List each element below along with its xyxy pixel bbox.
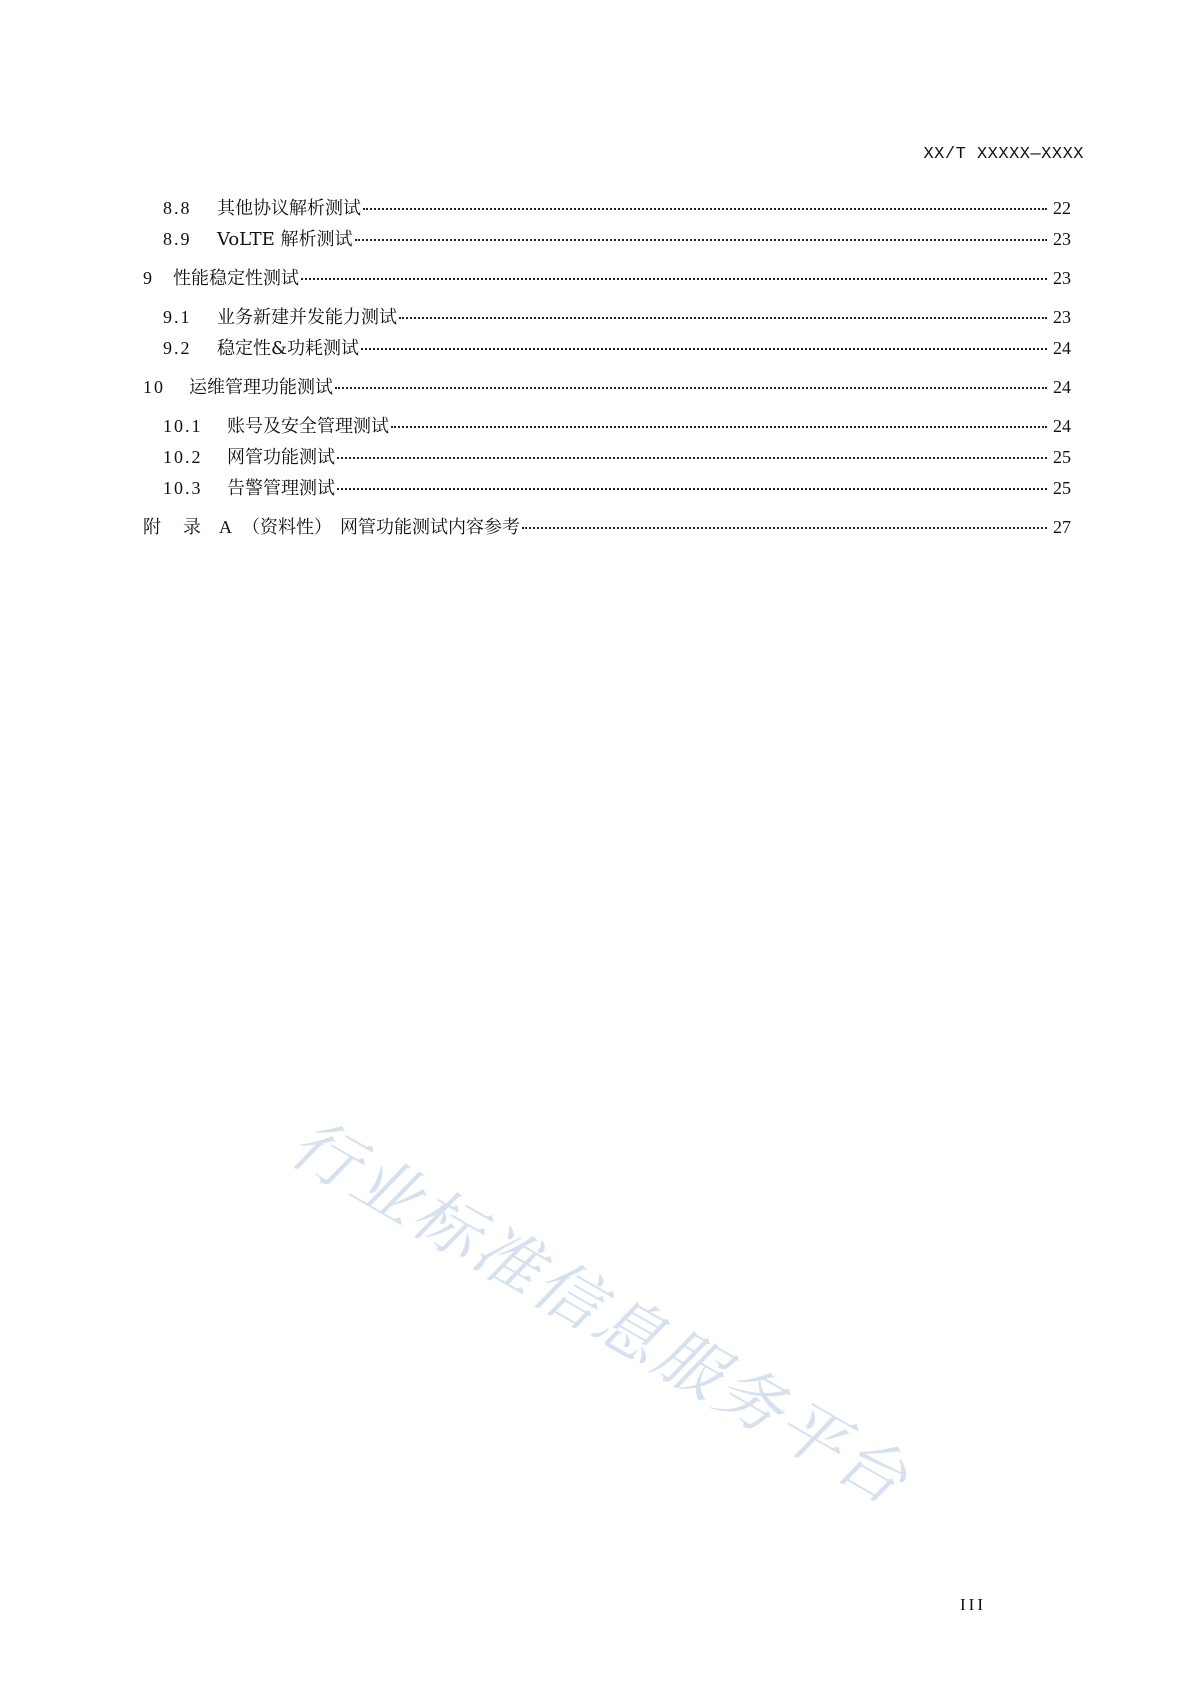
toc-entry-page: 24: [1053, 377, 1071, 397]
toc-entry-number: 8.9: [163, 229, 192, 249]
toc-entry-number: 10.1: [163, 416, 203, 436]
toc-entry-number: 9: [143, 268, 154, 288]
appendix-label: [143, 512, 340, 543]
toc-entry-title: 性能稳定性测试: [173, 268, 299, 289]
toc-entry-page: 23: [1053, 229, 1071, 249]
toc-entry-title: 运维管理功能测试: [189, 377, 333, 398]
toc-entry-page: 24: [1053, 338, 1071, 358]
toc-entry-number: 10: [143, 377, 165, 397]
toc-leader-dots: [363, 208, 1047, 210]
toc-entry-page: 25: [1053, 447, 1071, 467]
toc-entry-number: 10.3: [163, 478, 203, 498]
appendix-label-char-2: 录: [183, 517, 201, 538]
toc-leader-dots: [522, 527, 1047, 529]
toc-entry-page: 23: [1053, 307, 1071, 327]
toc-entry-title: 告警管理测试: [227, 478, 335, 499]
toc-leader-dots: [399, 317, 1047, 319]
toc-entry-page: 23: [1053, 268, 1071, 288]
toc-entry[interactable]: [143, 263, 1071, 294]
toc-leader-dots: [337, 457, 1047, 459]
toc-leader-dots: [361, 348, 1047, 350]
appendix-label-char-1: 附: [143, 517, 161, 538]
toc-entry-page: 27: [1053, 517, 1071, 537]
toc-entry-number: 8.8: [163, 198, 192, 218]
toc-entry[interactable]: [143, 372, 1071, 403]
document-code: XX/T XXXXX—XXXX: [923, 145, 1084, 164]
toc-entry-title: 稳定性&功耗测试: [217, 338, 360, 359]
toc-leader-dots: [301, 278, 1047, 280]
appendix-letter: A: [219, 517, 232, 537]
toc-entry-title: 业务新建并发能力测试: [217, 307, 397, 328]
toc-entry-number: 9.1: [163, 307, 192, 327]
toc-entry-title: 其他协议解析测试: [217, 198, 361, 219]
toc-entry-title: 网管功能测试: [227, 447, 335, 468]
toc-entry[interactable]: [143, 224, 1071, 255]
toc-leader-dots: [391, 426, 1047, 428]
toc-entry-number: 9.2: [163, 338, 192, 358]
toc-entry-appendix[interactable]: [143, 512, 1071, 543]
appendix-type: （资料性）: [242, 517, 332, 538]
appendix-title: 网管功能测试内容参考: [340, 517, 520, 538]
page-number: III: [960, 1595, 986, 1614]
toc-entry[interactable]: [143, 193, 1071, 224]
toc-entry[interactable]: [143, 442, 1071, 473]
toc-leader-dots: [355, 239, 1047, 241]
toc-entry-page: 22: [1053, 198, 1071, 218]
toc-entry-page: 24: [1053, 416, 1071, 436]
toc-entry[interactable]: [143, 473, 1071, 504]
watermark: 行业标准信息服务平台: [277, 1104, 923, 1522]
toc-entry[interactable]: [143, 302, 1071, 333]
toc-entry-page: 25: [1053, 478, 1071, 498]
toc-entry[interactable]: [143, 333, 1071, 364]
toc-entry[interactable]: [143, 411, 1071, 442]
toc-entry-number: 10.2: [163, 447, 203, 467]
toc-entry-title: 账号及安全管理测试: [227, 416, 389, 437]
table-of-contents: [143, 193, 1071, 543]
toc-leader-dots: [335, 387, 1047, 389]
toc-entry-title: VoLTE 解析测试: [217, 229, 353, 250]
toc-leader-dots: [337, 488, 1047, 490]
